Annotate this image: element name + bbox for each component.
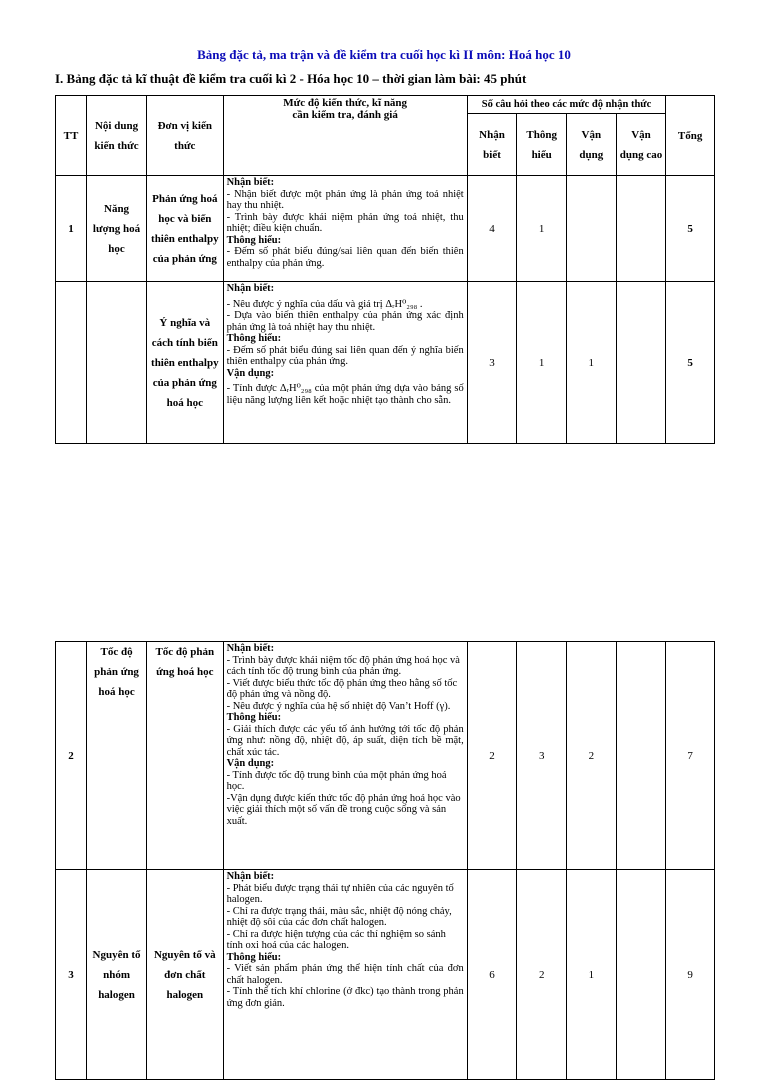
requirement-line: - Dựa vào biến thiên enthalpy của phản ứng xác định phản ứng là toả nhiệt hay thu nhiệt. [226, 310, 467, 333]
header-van-dung-cao: Vận dụng cao [616, 114, 666, 176]
row-requirements [223, 870, 467, 1080]
row-noi-dung: Năng lượng hoá học [87, 176, 147, 282]
requirement-line: - Trình bày được khái niệm phản ứng toả nhiệt, thu nhiệt; điều kiện chuẩn. [226, 211, 467, 234]
header-noi-dung: Nội dung kiến thức [87, 96, 147, 176]
header-tt: TT [56, 96, 87, 176]
table-row [56, 642, 715, 870]
requirement-line: - Trình bày được khái niệm tốc độ phản ứng hoá học và cách tính tốc độ trung bình của phản ứng. [226, 654, 463, 677]
count-nhan-biet: 3 [467, 282, 517, 444]
spec-table-part-1 [55, 95, 715, 444]
table-row [56, 282, 715, 444]
count-tong: 5 [666, 282, 715, 444]
requirement-line: - Giải thích được các yếu tố ảnh hưởng tới tốc độ phản ứng như: nồng độ, nhiệt độ, áp suất, diện tích bề mặt, chất xúc tác. [226, 723, 467, 758]
row-noi-dung [87, 282, 147, 444]
requirement-line: - Đếm số phát biểu đúng sai liên quan đến ý nghĩa biến thiên enthalpy của phản ứng. [226, 344, 467, 367]
row-tt: 3 [56, 870, 87, 1080]
level-thong-hieu: Thông hiểu: [226, 951, 282, 963]
requirement-line: - Nhận biết được một phản ứng là phản ứng toả nhiệt hay thu nhiệt. [226, 188, 467, 211]
count-thong-hieu: 1 [517, 176, 567, 282]
table-row [56, 176, 715, 282]
level-nhan-biet: Nhận biết: [226, 283, 275, 294]
count-thong-hieu: 2 [517, 870, 567, 1080]
header-so-cau-hoi: Số câu hỏi theo các mức độ nhận thức [467, 96, 666, 114]
header-thong-hieu: Thông hiểu [517, 114, 567, 176]
section-heading: I. Bảng đặc tả kĩ thuật đề kiểm tra cuối kì 2 - Hóa học 10 – thời gian làm bài: 45 phút [55, 71, 527, 86]
header-nhan-biet: Nhận biết [467, 114, 517, 176]
requirement-line: - Tính thể tích khí chlorine (ở đkc) tạo thành trong phản ứng đơn giản. [226, 986, 467, 1009]
header-muc-do: Mức độ kiến thức, kĩ năng cần kiểm tra, đánh giá [223, 96, 467, 176]
row-don-vi: Phản ứng hoá học và biến thiên enthalpy của phản ứng [147, 176, 224, 282]
row-requirements [223, 176, 467, 282]
count-tong: 5 [666, 176, 715, 282]
count-van-dung [566, 176, 616, 282]
level-van-dung: Vận dụng: [226, 367, 275, 379]
count-van-dung-cao [616, 642, 666, 870]
count-van-dung-cao [616, 176, 666, 282]
count-van-dung: 1 [567, 870, 617, 1080]
requirement-line: - Viết sản phẩm phản ứng thể hiện tính chất của đơn chất halogen. [226, 963, 467, 986]
requirement-line: - Viết được biểu thức tốc độ phản ứng theo hằng số tốc độ phản ứng và nồng độ. [226, 677, 460, 700]
spec-table-part-2 [55, 641, 715, 1080]
level-thong-hieu: Thông hiểu: [226, 712, 282, 723]
level-van-dung: Vận dụng: [226, 758, 275, 769]
count-van-dung-cao [616, 870, 666, 1080]
requirement-line: - Phát biểu được trạng thái tự nhiên của các nguyên tố halogen. [226, 882, 457, 905]
count-van-dung: 1 [566, 282, 616, 444]
row-noi-dung: Nguyên tố nhóm halogen [87, 870, 147, 1080]
header-don-vi: Đơn vị kiến thức [147, 96, 224, 176]
count-thong-hieu: 3 [517, 642, 567, 870]
level-nhan-biet: Nhận biết: [226, 177, 275, 188]
row-requirements [223, 282, 467, 444]
requirement-line: - Chỉ ra được hiện tượng của các thí nghiệm so sánh tính oxi hoá của các halogen. [226, 928, 449, 951]
header-van-dung: Vận dụng [566, 114, 616, 176]
requirement-line: -Vận dụng được kiến thức tốc độ phản ứng hoá học vào việc giải thích một số vấn đề trong cuộc sống và sản xuất. [226, 792, 464, 827]
requirement-line: - Nêu được ý nghĩa của hệ số nhiệt độ Van’t Hoff (γ). [226, 700, 451, 712]
level-thong-hieu: Thông hiểu: [226, 234, 282, 246]
count-van-dung-cao [616, 282, 666, 444]
table-row [56, 870, 715, 1080]
row-tt: 1 [56, 176, 87, 282]
row-noi-dung: Tốc độ phản ứng hoá học [87, 642, 147, 870]
requirement-line: - Nêu được ý nghĩa của dấu và giá trị ΔᵣH⁰₂₉₈ . [226, 298, 423, 310]
count-van-dung: 2 [567, 642, 617, 870]
row-don-vi: Nguyên tố và đơn chất halogen [147, 870, 224, 1080]
row-requirements [223, 642, 467, 870]
requirement-line: - Đếm số phát biểu đúng/sai liên quan đến biến thiên enthalpy của phản ứng. [226, 246, 467, 269]
level-nhan-biet: Nhận biết: [226, 871, 275, 882]
row-tt: 2 [56, 642, 87, 870]
count-nhan-biet: 2 [467, 642, 517, 870]
requirement-line: - Chỉ ra được trạng thái, màu sắc, nhiệt độ nóng chảy, nhiệt độ sôi của các đơn chất halogen. [226, 905, 455, 928]
row-don-vi: Ý nghĩa và cách tính biến thiên enthalpy của phản ứng hoá học [147, 282, 224, 444]
requirement-line: - Tính được ΔᵣH⁰₂₉₈ của một phản ứng dựa vào bảng số liệu năng lượng liên kết hoặc nhiệt tạo thành cho sẵn. [226, 383, 467, 406]
level-nhan-biet: Nhận biết: [226, 643, 275, 654]
count-nhan-biet: 4 [467, 176, 517, 282]
count-tong: 7 [666, 642, 715, 870]
count-tong: 9 [666, 870, 715, 1080]
level-thong-hieu: Thông hiểu: [226, 333, 282, 344]
document-title: Bảng đặc tả, ma trận và đề kiểm tra cuối học kì II môn: Hoá học 10 [197, 47, 571, 62]
requirement-line: - Tính được tốc độ trung bình của một phản ứng hoá học. [226, 769, 450, 792]
row-don-vi: Tốc độ phản ứng hoá học [147, 642, 224, 870]
count-nhan-biet: 6 [467, 870, 517, 1080]
count-thong-hieu: 1 [517, 282, 567, 444]
header-tong: Tổng [666, 96, 715, 176]
row-tt [56, 282, 87, 444]
